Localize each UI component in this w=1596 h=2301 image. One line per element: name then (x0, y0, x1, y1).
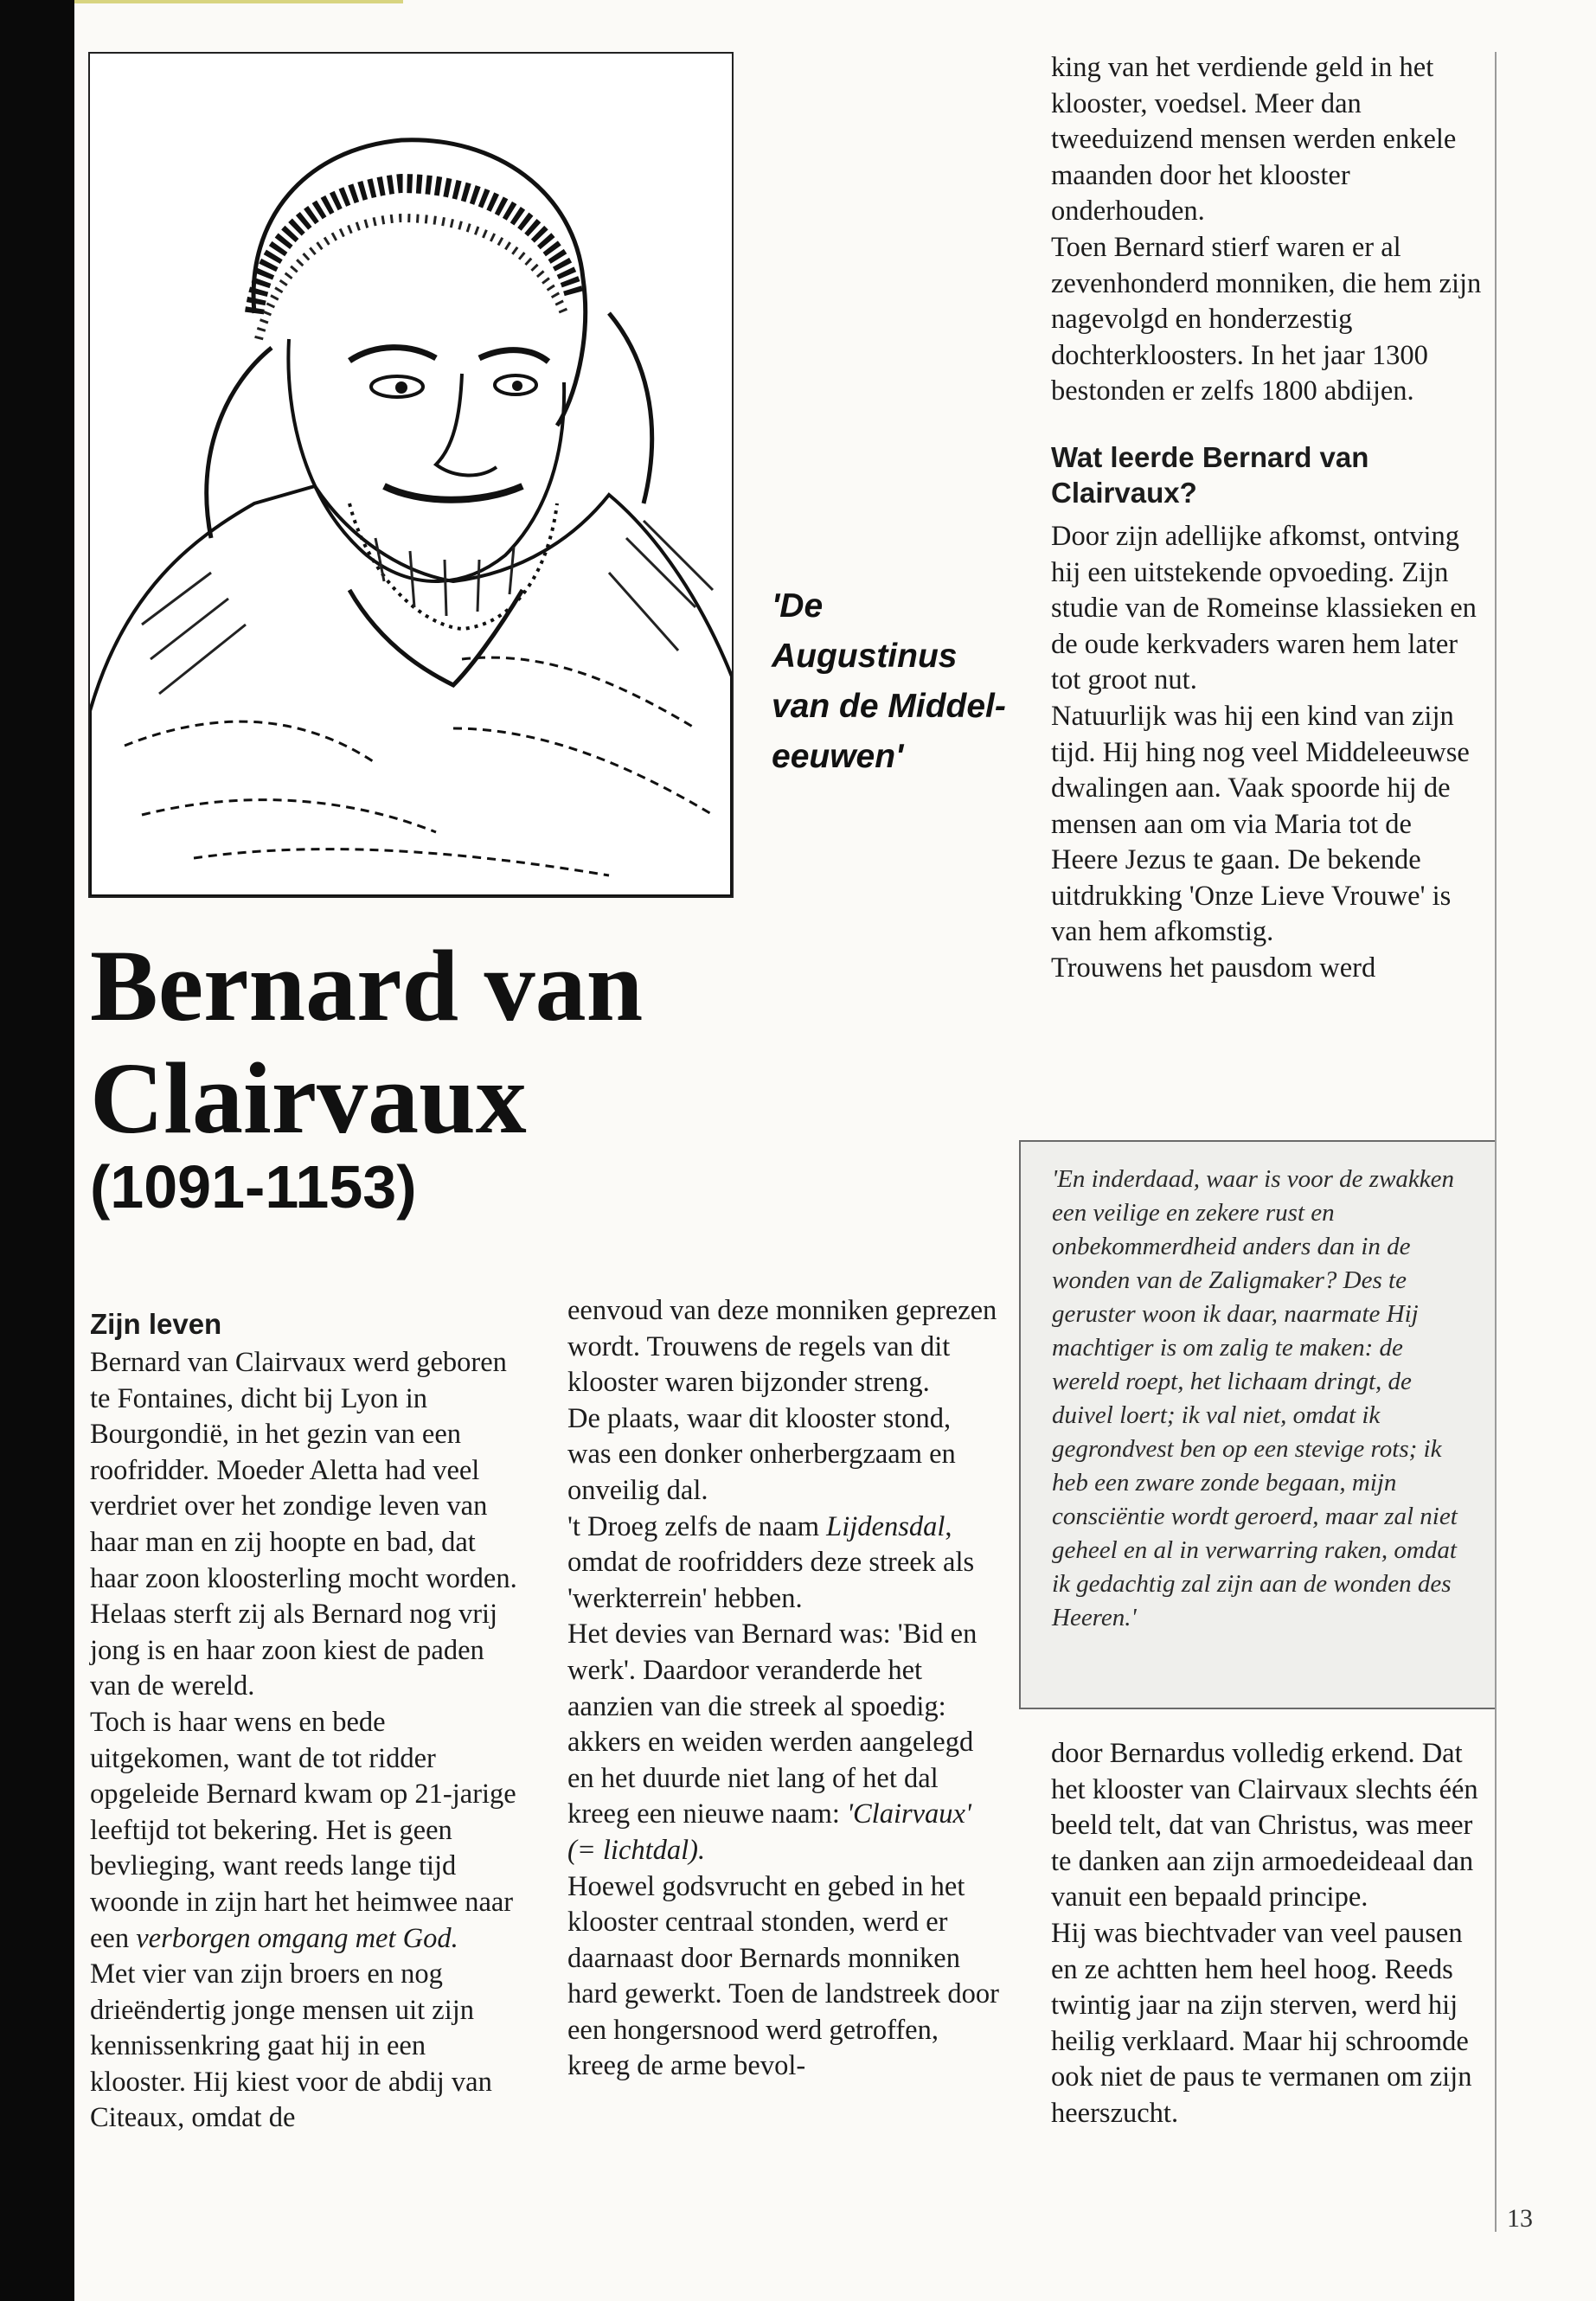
emphasis-text: Lijdensdal (826, 1510, 945, 1542)
paragraph: Hoewel godsvrucht en gebed in het klooster centraal stonden, werd er daarnaast door Bernards monniken hard gewerkt. Toen de landstreek door een hongersnood werd getroffen, kreeg de arme bevol- (567, 1870, 999, 2082)
paragraph-text: , omdat de roofridders deze streek als 'werkterrein' hebben. (567, 1510, 975, 1614)
paragraph: Met vier van zijn broers en nog drieëndertig jonge mensen uit zijn kennissenkring gaat hij in een klooster. Hij kiest voor de abdij van Citeaux, omdat de (90, 1958, 492, 2134)
portrait-engraving (90, 54, 732, 896)
paragraph-text: 't Droeg zelfs de naam (567, 1510, 827, 1542)
paragraph: door Bernardus volledig erkend. Dat het klooster van Clairvaux slechts één beeld telt, dat van Christus, was meer te danken aan zijn armoedeideaal dan vanuit een bepaald principe. (1051, 1738, 1478, 1913)
paragraph (567, 1509, 1000, 1618)
paragraph (90, 1705, 522, 1957)
paragraph (567, 1617, 1000, 1868)
pull-quote: 'De Augustinus van de Middel- eeuwen' (772, 587, 1006, 775)
right-column-top (1051, 50, 1484, 987)
column-divider (1495, 52, 1497, 2232)
quote-box (1019, 1140, 1497, 1709)
emphasis-text: 'Clairvaux' (= lichtdal). (567, 1798, 971, 1866)
paragraph: king van het verdiende geld in het klooster, voedsel. Meer dan tweeduizend mensen werden enkele maanden door het klooster onderhouden. (1051, 52, 1457, 228)
emphasis-text: verborgen omgang met God. (136, 1922, 458, 1954)
page-number: 13 (1507, 2204, 1533, 2233)
article-title-line-1: Bernard van (90, 929, 644, 1042)
section-heading-zijn-leven: Zijn leven (90, 1308, 222, 1340)
paragraph: Natuurlijk was hij een kind van zijn tijd. Hij hing nog veel Middeleeuwse dwalingen aan. Vaak spoorde hij de mensen aan om via Maria tot de Heere Jezus te gaan. De bekende uitdrukking 'Onze Lieve Vrouwe' is van hem afkomstig. (1051, 700, 1470, 948)
paragraph: Toen Bernard stierf waren er al zevenhonderd monniken, die hem zijn nagevolgd en honderzestig dochterkloosters. In het jaar 1300 bestonden er zelfs 1800 abdijen. (1051, 231, 1482, 407)
article-years: (1091-1153) (90, 1153, 417, 1221)
quote-box-text: 'En inderdaad, waar is voor de zwakken een veilige en zekere rust en onbekommerdheid anders dan in de wonden van de Zaligmaker? Des te geruster woon ik daar, naarmate Hij machtiger is om zalig te maken: de wereld roept, het lichaam dringt, de duivel loert; ik val niet, omdat ik gegrondvest ben op een stevige rots; ik heb een zware zonde begaan, mijn consciëntie wordt geroerd, maar zal niet geheel en al in verwarring raken, omdat ik gedachtig zal zijn aan de wonden des Heeren.' (1052, 1165, 1458, 1631)
paragraph: Hij was biechtvader van veel pausen en ze achtten hem heel hoog. Reeds twintig jaar na zijn sterven, werd hij heilig verklaard. Maar hij schroomde ook niet de paus te vermanen om zijn heerszucht. (1051, 1917, 1472, 2129)
left-column (90, 1306, 522, 2137)
paragraph: Bernard van Clairvaux werd geboren te Fontaines, dicht bij Lyon in Bourgondië, in het gezin van een roofridder. Moeder Aletta had veel verdriet over het zondige leven van haar man en zij hoopte en bad, dat haar zoon kloosterling mocht worden. Helaas sterft zij als Bernard nog vrij jong is en haar zoon kiest de paden van de wereld. (90, 1347, 517, 1702)
middle-column (567, 1293, 1000, 2085)
page-binding-edge (0, 0, 74, 2301)
paragraph: eenvoud van deze monniken geprezen wordt. Trouwens de regels van dit klooster waren bijzonder streng. (567, 1295, 997, 1399)
paragraph-text: Toch is haar wens en bede uitgekomen, want de tot ridder opgeleide Bernard kwam op 21-jarige leeftijd tot bekering. Het is geen bevlieging, want reeds lange tijd woonde in zijn hart het heimwee naar een (90, 1706, 516, 1954)
portrait-image (88, 52, 734, 898)
paragraph: Trouwens het pausdom werd (1051, 952, 1376, 984)
article-title-line-2: Clairvaux (90, 1042, 527, 1155)
paragraph-text: Het devies van Bernard was: 'Bid en werk'. Daardoor veranderde het aanzien van die streek al spoedig: akkers en weiden werden aangelegd en het duurde niet lang of het dal kreeg een nieuwe naam: (567, 1618, 977, 1830)
paragraph: De plaats, waar dit klooster stond, was een donker onherbergzaam en onveilig dal. (567, 1402, 956, 1506)
top-edge-mark (74, 0, 403, 3)
right-column-bottom (1051, 1736, 1484, 2132)
section-heading-wat-leerde: Wat leerde Bernard van Clairvaux? (1051, 440, 1369, 509)
paragraph: Door zijn adellijke afkomst, ontving hij een uitstekende opvoeding. Zijn studie van de Romeinse klassieken en de oude kerkvaders waren hem later tot groot nut. (1051, 520, 1477, 696)
